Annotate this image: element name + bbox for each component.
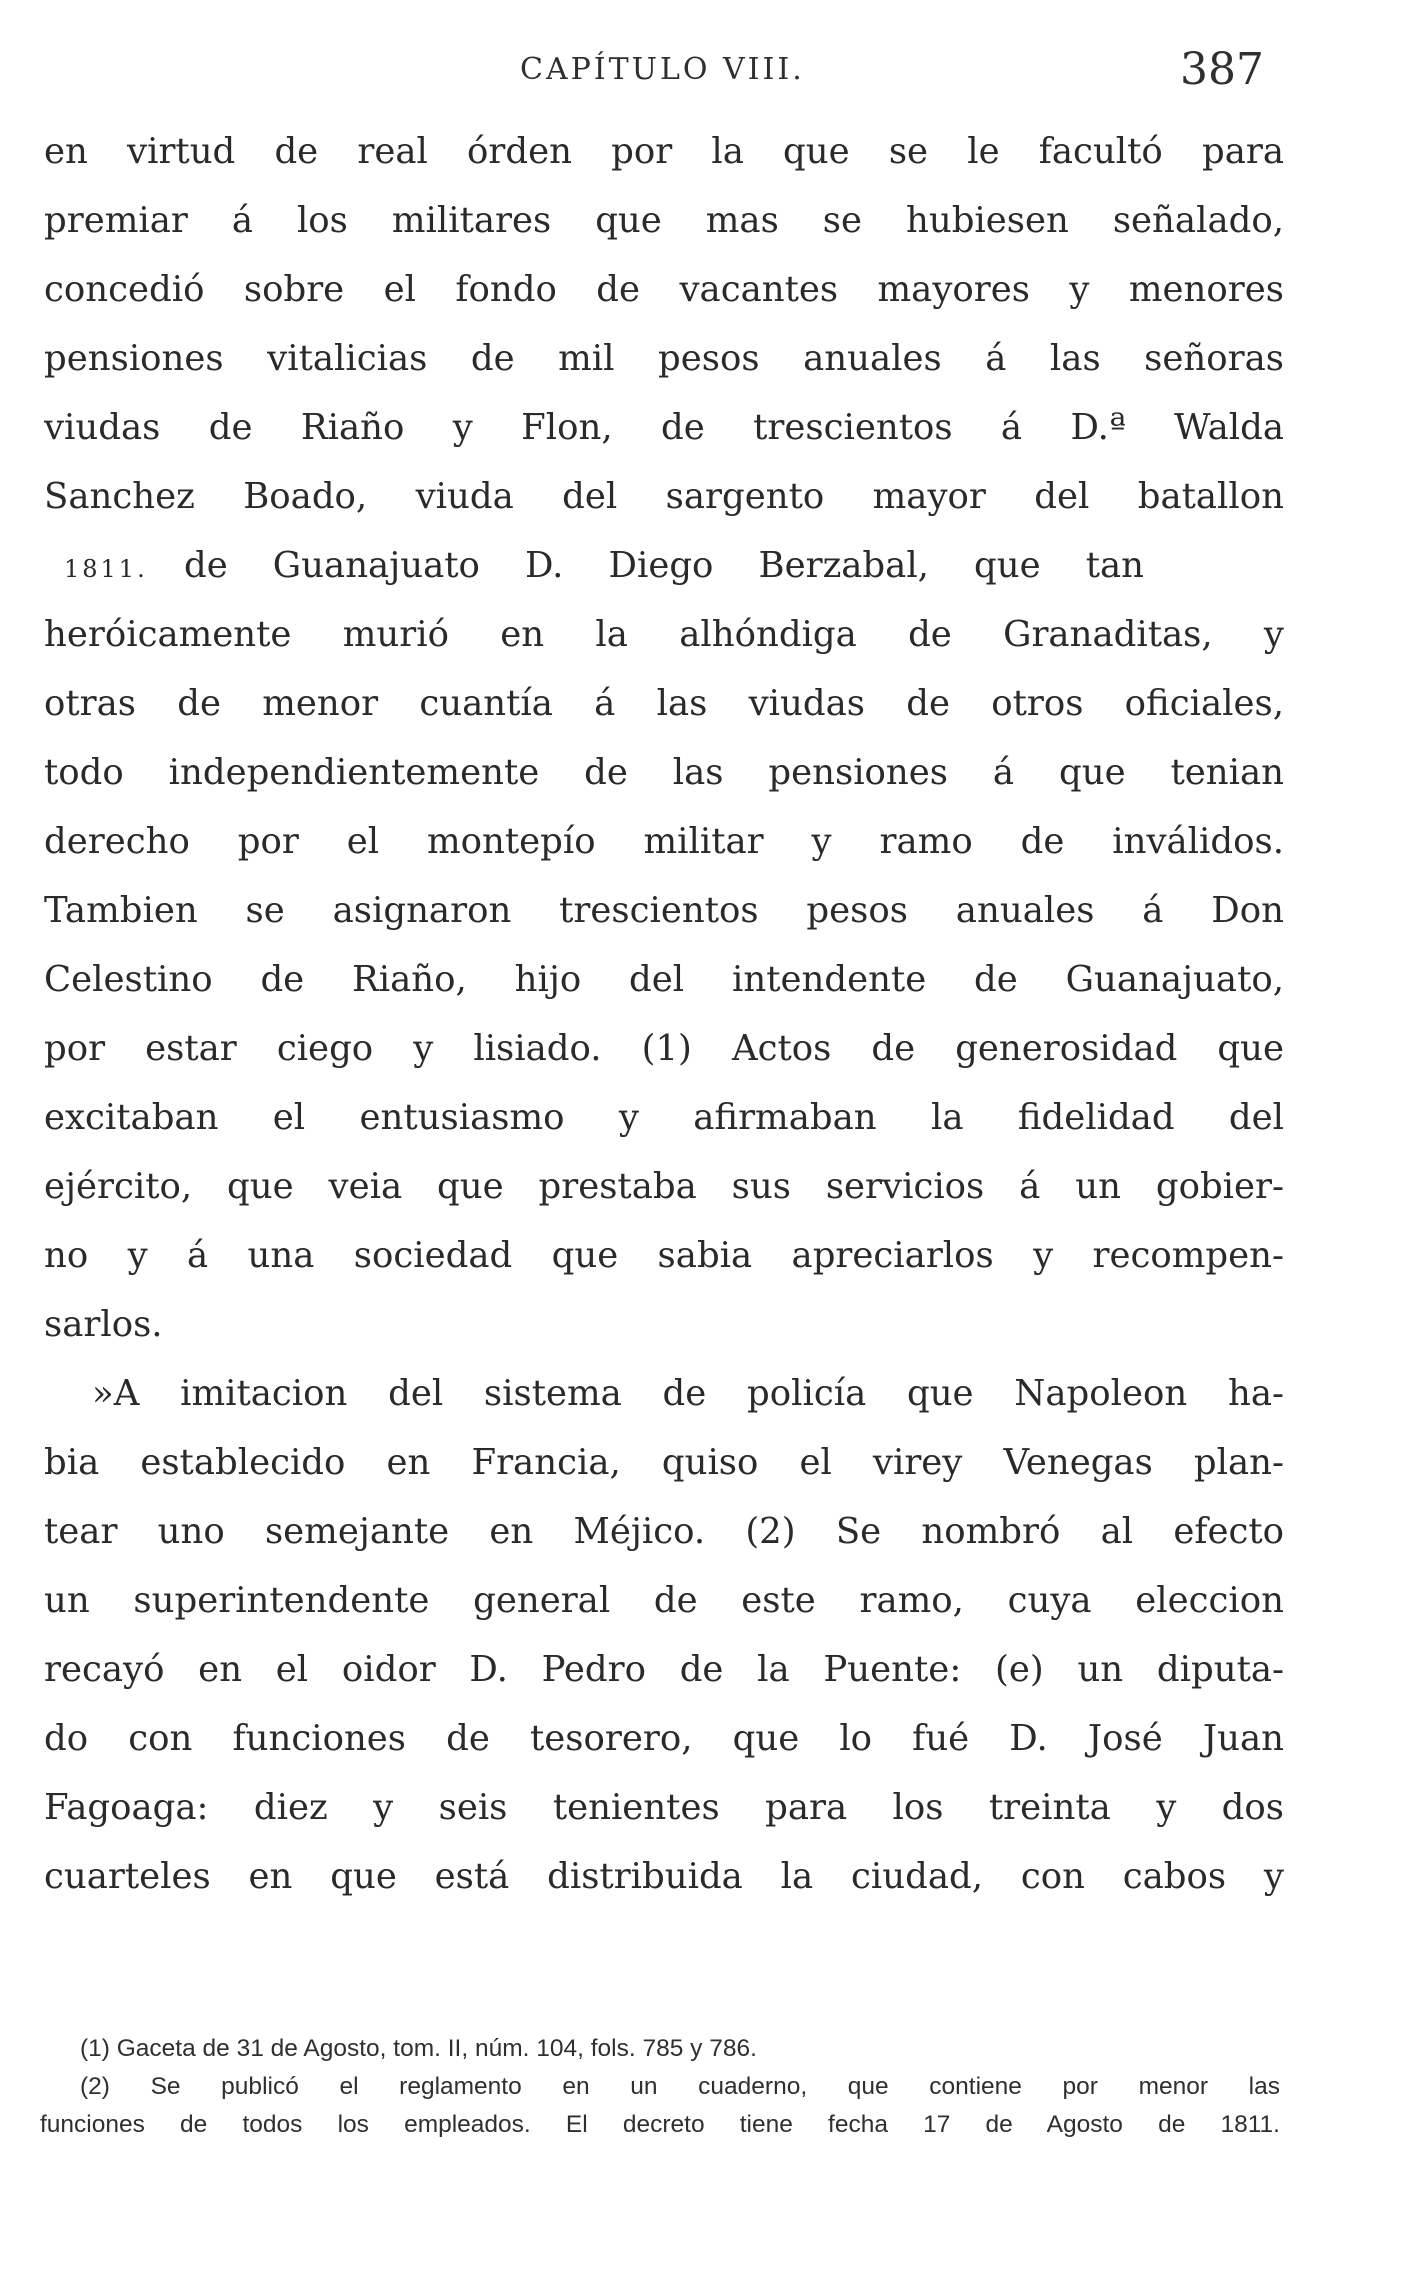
running-header (0, 42, 1414, 112)
text-line: Sanchez Boado, viuda del sargento mayor del batallon (44, 476, 1284, 517)
text-line: premiar á los militares que mas se hubiesen señalado, (44, 200, 1284, 241)
text-line: Tambien se asignaron trescientos pesos anuales á Don (44, 890, 1284, 931)
text-line: por estar ciego y lisiado. (1) Actos de generosidad que (44, 1028, 1284, 1069)
text-line: viudas de Riaño y Flon, de trescientos á D.ª Walda (44, 407, 1284, 448)
text-line: un superintendente general de este ramo, cuya eleccion (44, 1580, 1284, 1621)
text-line: sarlos. (44, 1304, 163, 1345)
footnote-2: (2) Se publicó el reglamento en un cuaderno, que contiene por menor las (80, 2073, 1280, 2100)
page-number: 387 (1180, 44, 1264, 95)
text-line: ejército, que veia que prestaba sus servicios á un gobier- (44, 1166, 1284, 1207)
footnote-1: (1) Gaceta de 31 de Agosto, tom. II, núm. 104, fols. 785 y 786. (80, 2035, 757, 2062)
chapter-title: CAPÍTULO VIII. (520, 52, 805, 87)
text-line: Fagoaga: diez y seis tenientes para los treinta y dos (44, 1787, 1284, 1828)
text-line: concedió sobre el fondo de vacantes mayores y menores (44, 269, 1284, 310)
text-line: pensiones vitalicias de mil pesos anuales á las señoras (44, 338, 1284, 379)
text-line: no y á una sociedad que sabia apreciarlos y recompen- (44, 1235, 1284, 1276)
text-line: excitaban el entusiasmo y afirmaban la fidelidad del (44, 1097, 1284, 1138)
margin-year: 1811. (64, 555, 148, 583)
text-line: todo independientemente de las pensiones á que tenian (44, 752, 1284, 793)
main-text (44, 117, 1284, 1911)
text-line: tear uno semejante en Méjico. (2) Se nombró al efecto (44, 1511, 1284, 1552)
text-line: heróicamente murió en la alhóndiga de Granaditas, y (44, 614, 1284, 655)
text-line: do con funciones de tesorero, que lo fué D. José Juan (44, 1718, 1284, 1759)
text-line: recayó en el oidor D. Pedro de la Puente: (e) un diputa- (44, 1649, 1284, 1690)
footnotes (40, 2030, 1280, 2144)
text-line: en virtud de real órden por la que se le facultó para (44, 131, 1284, 172)
text-line: cuarteles en que está distribuida la ciudad, con cabos y (44, 1856, 1284, 1897)
text-line: bia establecido en Francia, quiso el virey Venegas plan- (44, 1442, 1284, 1483)
footnote-2-continuation: funciones de todos los empleados. El decreto tiene fecha 17 de Agosto de 1811. (40, 2111, 1280, 2138)
text-line: de Guanajuato D. Diego Berzabal, que tan (184, 545, 1144, 586)
text-line-with-margin-year (44, 531, 1284, 600)
text-line: Celestino de Riaño, hijo del intendente de Guanajuato, (44, 959, 1284, 1000)
text-line: »A imitacion del sistema de policía que Napoleon ha- (92, 1373, 1284, 1414)
text-line: otras de menor cuantía á las viudas de otros oficiales, (44, 683, 1284, 724)
text-line: derecho por el montepío militar y ramo de inválidos. (44, 821, 1284, 862)
